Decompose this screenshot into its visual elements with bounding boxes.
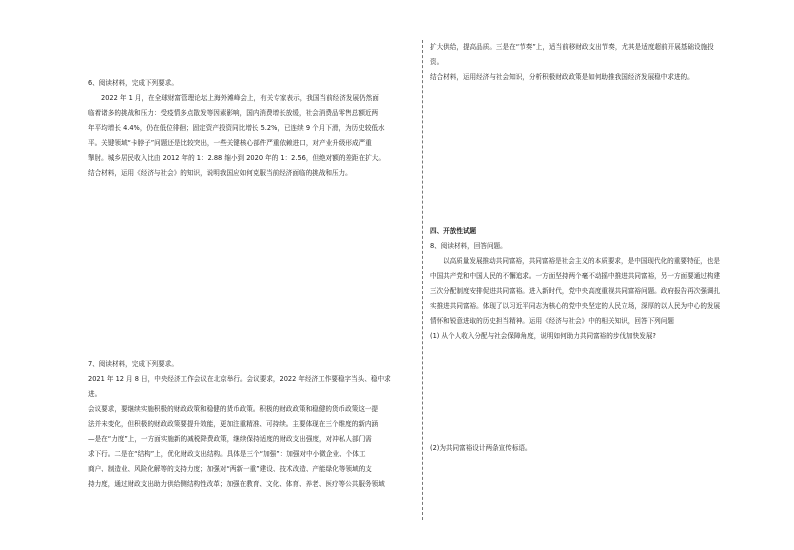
q6-line: 平。关键领域“卡脖子”问题还是比较突出，一些关键核心部件严重依赖进口，对产业升级形成严重: [88, 139, 372, 147]
q8-line: 以高质量发展推动共同富裕，共同富裕是社会主义的本质要求，是中国现代化的重要特征，也是: [443, 257, 720, 265]
q7-line: 会议要求，要继续实施积极的财政政策和稳健的货币政策。积极的财政政策和稳健的货币政策这一提: [88, 405, 379, 413]
q6-line: 掣肘。城乡居民收入比由 2012 年的 1：2.88 缩小到 2020 年的 1：2.56，但绝对额的差距在扩大。: [88, 154, 385, 162]
section-title: 四、开放性试题: [430, 227, 477, 235]
q7-line: 商户、制造业、风险化解等的支持力度；加强对“两新一重”建设、技术改造、产能绿化等领域的支: [88, 465, 372, 473]
q8-sub2: (2)为共同富裕设计两条宣传标语。: [430, 444, 532, 452]
question-7: [88, 357, 391, 492]
column-divider: [422, 40, 423, 520]
q7-line: 持力度，通过财政支出助力供给侧结构性改革；加强在教育、文化、体育、养老、医疗等公共服务领域: [88, 480, 385, 488]
q8-line: 实推进共同富裕。体现了以习近平同志为核心的党中央坚定的人民立场，深厚的以人民为中心的发展: [430, 302, 721, 310]
q8-heading: 8、阅读材料，回答问题。: [430, 242, 507, 250]
q7-line: 法并未变化，但积极的财政政策要提升效能，更加注重精准、可持续。主要体现在三个维度的新内涵: [88, 420, 379, 428]
q6-line: 2022 年 1 月，在全球财富管理论坛上海外滩峰会上，有关专家表示，我国当前经济发展仍然面: [101, 94, 379, 102]
q8-sub1: (1) 从个人收入分配与社会保障角度，说明如何助力共同富裕的步伐加快发展?: [430, 332, 656, 340]
question-7-continued: [430, 40, 714, 85]
q8-line: 情怀和锐意进取的历史担当精神。运用《经济与社会》中的相关知识，回答下列问题: [430, 317, 674, 325]
q6-line: 年平均增长 4.4%，仍在低位徘徊；固定资产投资同比增长 5.2%，已连续 9 个月下滑，为历史较低水: [88, 124, 385, 132]
q6-line: 结合材料，运用《经济与社会》的知识，说明我国应如何克服当前经济面临的挑战和压力。: [88, 169, 352, 177]
section-4: [430, 224, 720, 344]
q7-cont-line: 扩大供给，提高品质。三是在“节奏”上，适当前移财政支出节奏，尤其是适度超前开展基础设施投: [430, 43, 714, 51]
q7-line: 2021 年 12 月 8 日，中央经济工作会议在北京举行。会议要求，2022 年经济工作要稳字当头、稳中求: [88, 375, 391, 383]
q7-line: 进。: [88, 390, 102, 398]
q7-line: 求下行。二是在“结构”上，优化财政支出结构。具体是三个“加强”：加强对中小微企业、个体工: [88, 450, 366, 458]
q6-heading: 6、阅读材料，完成下列要求。: [88, 79, 178, 87]
q7-cont-line: 结合材料，运用经济与社会知识，分析积极财政政策是如何助推我国经济发展稳中求进的。: [430, 73, 694, 81]
q7-line: —是在“力度”上，一方面实施新的减税降费政策，继续保持适度的财政支出强度，对冲私人部门需: [88, 435, 372, 443]
question-6: [88, 76, 385, 181]
q8-line: 三次分配制度安排促进共同富裕。进入新时代，党中央高度重视共同富裕问题。政府报告再次强调扎: [430, 287, 721, 295]
q8-sub2-block: [430, 441, 532, 456]
q7-heading: 7、阅读材料，完成下列要求。: [88, 360, 178, 368]
q7-cont-line: 资。: [430, 58, 444, 66]
q8-line: 中国共产党和中国人民的不懈追求。一方面坚持两个毫不动摇中推进共同富裕，另一方面要通过构建: [430, 272, 721, 280]
q6-line: 临着诸多的挑战和压力：受疫情多点散发等因素影响，国内消费增长放缓，社会消费品零售总额近两: [88, 109, 379, 117]
